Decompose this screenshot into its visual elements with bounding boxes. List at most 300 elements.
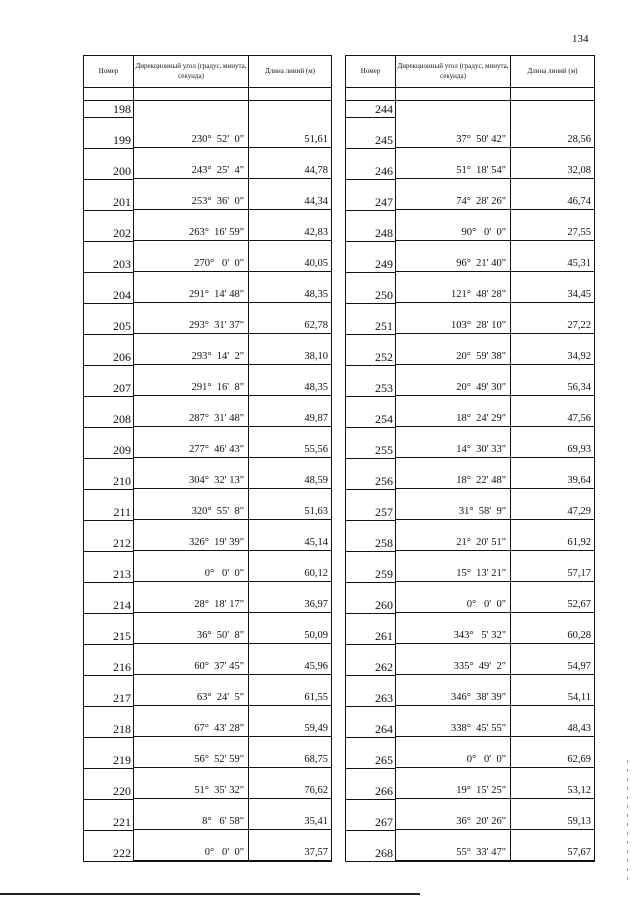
direction-angle: 230° 52' 0" bbox=[191, 134, 244, 145]
direction-angle: 0° 0' 0" bbox=[204, 847, 244, 858]
direction-angle: 51° 18' 54" bbox=[456, 165, 506, 176]
angle-cell bbox=[396, 395, 510, 427]
line-length: 44,78 bbox=[304, 165, 328, 176]
direction-angle: 67° 43' 28" bbox=[194, 723, 244, 734]
line-length: 47,29 bbox=[567, 506, 591, 517]
number-cell bbox=[84, 101, 133, 118]
length-cell bbox=[249, 457, 331, 489]
length-cell bbox=[249, 488, 331, 520]
line-length: 51,63 bbox=[304, 506, 328, 517]
length-cell bbox=[511, 178, 594, 210]
line-length: 45,14 bbox=[304, 537, 328, 548]
angle-cell bbox=[396, 674, 510, 706]
line-length: 61,55 bbox=[304, 692, 328, 703]
point-number: 218 bbox=[113, 722, 131, 736]
length-cell bbox=[249, 612, 331, 644]
length-cell bbox=[511, 271, 594, 303]
direction-angle: 20° 49' 30" bbox=[456, 382, 506, 393]
number-cell bbox=[84, 737, 133, 769]
angle-cell bbox=[134, 178, 248, 210]
length-cell bbox=[511, 550, 594, 582]
number-cell bbox=[346, 489, 395, 521]
point-number: 262 bbox=[375, 660, 393, 674]
line-length: 57,67 bbox=[567, 847, 591, 858]
line-length: 49,87 bbox=[304, 413, 328, 424]
number-cell bbox=[84, 644, 133, 676]
number-cell bbox=[346, 768, 395, 800]
number-cell bbox=[84, 427, 133, 459]
length-cell bbox=[249, 364, 331, 396]
angle-cell bbox=[396, 116, 510, 148]
number-cell bbox=[346, 551, 395, 583]
length-cell bbox=[511, 519, 594, 551]
point-number: 253 bbox=[375, 381, 393, 395]
direction-angle: 8° 6' 58" bbox=[202, 816, 244, 827]
direction-angle: 74° 28' 26" bbox=[456, 196, 506, 207]
point-number: 252 bbox=[375, 350, 393, 364]
point-number: 215 bbox=[113, 629, 131, 643]
direction-angle: 18° 22' 48" bbox=[456, 475, 506, 486]
direction-angle: 36° 50' 8" bbox=[196, 630, 244, 641]
angle-cell bbox=[134, 271, 248, 303]
length-cell bbox=[249, 581, 331, 613]
point-number: 220 bbox=[113, 784, 131, 798]
line-length: 36,97 bbox=[304, 599, 328, 610]
point-number: 251 bbox=[375, 319, 393, 333]
direction-angle: 21° 20' 51" bbox=[456, 537, 506, 548]
point-number: 261 bbox=[375, 629, 393, 643]
angle-cell bbox=[134, 240, 248, 272]
direction-angle: 55° 33' 47" bbox=[456, 847, 506, 858]
direction-angle: 338° 45' 55" bbox=[450, 723, 506, 734]
length-cell bbox=[511, 116, 594, 148]
angle-cell bbox=[134, 767, 248, 799]
number-cell bbox=[346, 427, 395, 459]
point-number: 268 bbox=[375, 846, 393, 860]
length-cell bbox=[511, 364, 594, 396]
angle-cell bbox=[396, 333, 510, 365]
number-cell bbox=[346, 334, 395, 366]
direction-angle: 243° 25' 4" bbox=[191, 165, 244, 176]
angle-cell bbox=[396, 488, 510, 520]
point-number: 265 bbox=[375, 753, 393, 767]
angle-column bbox=[396, 101, 511, 861]
direction-angle: 304° 32' 13" bbox=[188, 475, 244, 486]
direction-angle: 18° 24' 29" bbox=[456, 413, 506, 424]
angle-cell bbox=[396, 426, 510, 458]
number-cell bbox=[84, 179, 133, 211]
direction-angle: 90° 0' 0" bbox=[461, 227, 506, 238]
point-number: 214 bbox=[113, 598, 131, 612]
angle-cell bbox=[134, 550, 248, 582]
number-cell bbox=[346, 101, 395, 118]
scan-artifact bbox=[627, 760, 628, 880]
length-cell bbox=[249, 116, 331, 148]
length-cell bbox=[249, 302, 331, 334]
line-length: 62,78 bbox=[304, 320, 328, 331]
length-column bbox=[511, 101, 594, 861]
length-cell bbox=[511, 457, 594, 489]
line-length: 50,09 bbox=[304, 630, 328, 641]
number-cell bbox=[84, 799, 133, 831]
direction-angle: 51° 35' 32" bbox=[194, 785, 244, 796]
direction-angle: 37° 50' 42" bbox=[456, 134, 506, 145]
line-length: 45,31 bbox=[567, 258, 591, 269]
point-number: 260 bbox=[375, 598, 393, 612]
angle-cell bbox=[134, 674, 248, 706]
number-cell bbox=[346, 520, 395, 552]
point-number: 257 bbox=[375, 505, 393, 519]
angle-cell bbox=[396, 209, 510, 241]
table-header bbox=[346, 56, 594, 88]
direction-angle: 103° 28' 10" bbox=[450, 320, 506, 331]
angle-cell bbox=[134, 457, 248, 489]
angle-cell bbox=[396, 271, 510, 303]
direction-angle: 291° 14' 48" bbox=[188, 289, 244, 300]
point-number: 203 bbox=[113, 257, 131, 271]
line-length: 55,56 bbox=[304, 444, 328, 455]
point-number: 199 bbox=[113, 133, 131, 147]
number-cell bbox=[84, 148, 133, 180]
direction-angle: 335° 49' 2" bbox=[453, 661, 506, 672]
length-cell bbox=[249, 674, 331, 706]
point-number: 210 bbox=[113, 474, 131, 488]
length-cell bbox=[249, 767, 331, 799]
length-cell bbox=[511, 426, 594, 458]
line-length: 47,56 bbox=[567, 413, 591, 424]
point-number: 201 bbox=[113, 195, 131, 209]
point-number: 222 bbox=[113, 846, 131, 860]
length-column bbox=[249, 101, 331, 861]
number-cell bbox=[84, 551, 133, 583]
length-cell bbox=[511, 798, 594, 830]
direction-angle: 291° 16' 8" bbox=[191, 382, 244, 393]
length-cell bbox=[249, 271, 331, 303]
direction-angle: 96° 21' 40" bbox=[456, 258, 506, 269]
table-body bbox=[84, 101, 331, 861]
line-length: 44,34 bbox=[304, 196, 328, 207]
footer-rule bbox=[0, 893, 420, 895]
point-number: 216 bbox=[113, 660, 131, 674]
line-length: 40,05 bbox=[304, 258, 328, 269]
angle-cell bbox=[396, 829, 510, 861]
line-length: 62,69 bbox=[567, 754, 591, 765]
line-length: 45,96 bbox=[304, 661, 328, 672]
angle-cell bbox=[396, 550, 510, 582]
header-spacer-row bbox=[346, 88, 594, 101]
number-cell bbox=[346, 179, 395, 211]
angle-cell bbox=[396, 178, 510, 210]
number-cell bbox=[84, 613, 133, 645]
number-cell bbox=[346, 737, 395, 769]
header-length: Длина линий (м) bbox=[527, 66, 578, 75]
line-length: 34,45 bbox=[567, 289, 591, 300]
direction-angle: 0° 0' 0" bbox=[466, 599, 506, 610]
length-cell bbox=[511, 302, 594, 334]
length-cell bbox=[249, 395, 331, 427]
header-number: Номер bbox=[84, 56, 134, 87]
line-length: 48,43 bbox=[567, 723, 591, 734]
line-length: 46,74 bbox=[567, 196, 591, 207]
length-cell bbox=[511, 829, 594, 861]
length-cell bbox=[511, 395, 594, 427]
direction-angle: 28° 18' 17" bbox=[194, 599, 244, 610]
direction-angle: 287° 31' 48" bbox=[188, 413, 244, 424]
angle-cell bbox=[134, 364, 248, 396]
number-cell bbox=[346, 830, 395, 862]
number-cell bbox=[84, 706, 133, 738]
line-length: 59,49 bbox=[304, 723, 328, 734]
length-cell bbox=[249, 829, 331, 861]
number-cell bbox=[84, 303, 133, 335]
number-cell bbox=[346, 117, 395, 149]
line-length: 51,61 bbox=[304, 134, 328, 145]
number-cell bbox=[84, 272, 133, 304]
angle-cell bbox=[134, 798, 248, 830]
number-cell bbox=[346, 303, 395, 335]
point-number: 255 bbox=[375, 443, 393, 457]
line-length: 54,11 bbox=[567, 692, 591, 703]
angle-cell bbox=[396, 581, 510, 613]
number-cell bbox=[346, 148, 395, 180]
point-number: 198 bbox=[113, 102, 131, 116]
line-length: 59,13 bbox=[567, 816, 591, 827]
number-cell bbox=[84, 241, 133, 273]
point-number: 259 bbox=[375, 567, 393, 581]
angle-cell bbox=[134, 612, 248, 644]
direction-angle: 293° 31' 37" bbox=[188, 320, 244, 331]
line-length: 53,12 bbox=[567, 785, 591, 796]
direction-angle: 63° 24' 5" bbox=[196, 692, 244, 703]
table-header bbox=[84, 56, 331, 88]
angle-cell bbox=[396, 457, 510, 489]
length-cell bbox=[249, 209, 331, 241]
line-length: 27,55 bbox=[567, 227, 591, 238]
angle-column bbox=[134, 101, 249, 861]
page-number: 134 bbox=[572, 33, 589, 45]
point-number: 212 bbox=[113, 536, 131, 550]
length-cell bbox=[511, 705, 594, 737]
angle-cell bbox=[396, 612, 510, 644]
header-spacer-row bbox=[84, 88, 331, 101]
line-length: 48,35 bbox=[304, 382, 328, 393]
line-length: 39,64 bbox=[567, 475, 591, 486]
point-number: 211 bbox=[113, 505, 131, 519]
length-cell bbox=[511, 643, 594, 675]
coordinates-table-left bbox=[83, 55, 332, 862]
direction-angle: 20° 59' 38" bbox=[456, 351, 506, 362]
point-number: 244 bbox=[375, 102, 393, 116]
angle-cell bbox=[396, 705, 510, 737]
length-cell bbox=[249, 426, 331, 458]
angle-cell bbox=[134, 705, 248, 737]
length-cell bbox=[511, 612, 594, 644]
length-cell bbox=[511, 209, 594, 241]
angle-cell bbox=[134, 302, 248, 334]
angle-cell bbox=[134, 643, 248, 675]
length-cell bbox=[511, 581, 594, 613]
point-number: 202 bbox=[113, 226, 131, 240]
line-length: 35,41 bbox=[304, 816, 328, 827]
direction-angle: 253° 36' 0" bbox=[191, 196, 244, 207]
direction-angle: 270° 0' 0" bbox=[194, 258, 244, 269]
number-cell bbox=[84, 675, 133, 707]
angle-cell bbox=[396, 302, 510, 334]
number-cell bbox=[84, 830, 133, 862]
point-number: 204 bbox=[113, 288, 131, 302]
number-cell bbox=[84, 520, 133, 552]
number-column bbox=[346, 101, 396, 861]
length-cell bbox=[511, 736, 594, 768]
point-number: 264 bbox=[375, 722, 393, 736]
point-number: 263 bbox=[375, 691, 393, 705]
number-cell bbox=[84, 396, 133, 428]
line-length: 60,12 bbox=[304, 568, 328, 579]
number-cell bbox=[346, 458, 395, 490]
point-number: 245 bbox=[375, 133, 393, 147]
point-number: 247 bbox=[375, 195, 393, 209]
angle-cell bbox=[134, 209, 248, 241]
point-number: 217 bbox=[113, 691, 131, 705]
number-cell bbox=[346, 272, 395, 304]
number-cell bbox=[84, 458, 133, 490]
header-angle: Дирекционный угол (градус, минута, секунда) bbox=[396, 56, 511, 87]
point-number: 254 bbox=[375, 412, 393, 426]
direction-angle: 0° 0' 0" bbox=[466, 754, 506, 765]
point-number: 200 bbox=[113, 164, 131, 178]
point-number: 256 bbox=[375, 474, 393, 488]
angle-cell bbox=[396, 147, 510, 179]
length-cell bbox=[511, 767, 594, 799]
length-cell bbox=[511, 147, 594, 179]
line-length: 34,92 bbox=[567, 351, 591, 362]
line-length: 27,22 bbox=[567, 320, 591, 331]
header-angle: Дирекционный угол (градус, минута, секунда) bbox=[134, 56, 249, 87]
line-length: 48,59 bbox=[304, 475, 328, 486]
point-number: 249 bbox=[375, 257, 393, 271]
length-cell bbox=[249, 147, 331, 179]
number-cell bbox=[346, 706, 395, 738]
point-number: 207 bbox=[113, 381, 131, 395]
line-length: 60,28 bbox=[567, 630, 591, 641]
header-number: Номер bbox=[346, 56, 396, 87]
line-length: 76,62 bbox=[304, 785, 328, 796]
direction-angle: 346° 38' 39" bbox=[450, 692, 506, 703]
table-body bbox=[346, 101, 594, 861]
angle-cell bbox=[134, 829, 248, 861]
number-cell bbox=[346, 675, 395, 707]
point-number: 206 bbox=[113, 350, 131, 364]
point-number: 250 bbox=[375, 288, 393, 302]
number-cell bbox=[84, 334, 133, 366]
angle-cell bbox=[396, 767, 510, 799]
number-cell bbox=[346, 396, 395, 428]
number-cell bbox=[84, 489, 133, 521]
angle-cell bbox=[396, 643, 510, 675]
point-number: 221 bbox=[113, 815, 131, 829]
line-length: 54,97 bbox=[567, 661, 591, 672]
line-length: 68,75 bbox=[304, 754, 328, 765]
direction-angle: 293° 14' 2" bbox=[191, 351, 244, 362]
direction-angle: 36° 20' 26" bbox=[456, 816, 506, 827]
number-cell bbox=[346, 613, 395, 645]
direction-angle: 121° 48' 28" bbox=[450, 289, 506, 300]
number-cell bbox=[84, 117, 133, 149]
line-length: 42,83 bbox=[304, 227, 328, 238]
point-number: 205 bbox=[113, 319, 131, 333]
point-number: 219 bbox=[113, 753, 131, 767]
point-number: 246 bbox=[375, 164, 393, 178]
line-length: 52,67 bbox=[567, 599, 591, 610]
line-length: 28,56 bbox=[567, 134, 591, 145]
direction-angle: 19° 15' 25" bbox=[456, 785, 506, 796]
direction-angle: 14° 30' 33" bbox=[456, 444, 506, 455]
direction-angle: 277° 46' 43" bbox=[188, 444, 244, 455]
point-number: 213 bbox=[113, 567, 131, 581]
direction-angle: 60° 37' 45" bbox=[194, 661, 244, 672]
direction-angle: 326° 19' 39" bbox=[188, 537, 244, 548]
header-length: Длина линий (м) bbox=[265, 66, 315, 75]
point-number: 248 bbox=[375, 226, 393, 240]
number-cell bbox=[346, 365, 395, 397]
number-cell bbox=[346, 210, 395, 242]
point-number: 209 bbox=[113, 443, 131, 457]
number-cell bbox=[346, 241, 395, 273]
length-cell bbox=[249, 550, 331, 582]
direction-angle: 343° 5' 32" bbox=[453, 630, 506, 641]
number-cell bbox=[346, 644, 395, 676]
direction-angle: 56° 52' 59" bbox=[194, 754, 244, 765]
angle-cell bbox=[396, 736, 510, 768]
direction-angle: 263° 16' 59" bbox=[188, 227, 244, 238]
line-length: 32,08 bbox=[567, 165, 591, 176]
length-cell bbox=[249, 736, 331, 768]
coordinates-table-right bbox=[345, 55, 595, 862]
number-cell bbox=[346, 582, 395, 614]
point-number: 266 bbox=[375, 784, 393, 798]
angle-cell bbox=[134, 333, 248, 365]
angle-cell bbox=[134, 147, 248, 179]
angle-cell bbox=[396, 364, 510, 396]
angle-cell bbox=[134, 736, 248, 768]
number-cell bbox=[346, 799, 395, 831]
length-cell bbox=[511, 674, 594, 706]
line-length: 57,17 bbox=[567, 568, 591, 579]
length-cell bbox=[249, 519, 331, 551]
angle-cell bbox=[134, 426, 248, 458]
angle-cell bbox=[134, 488, 248, 520]
number-cell bbox=[84, 210, 133, 242]
number-cell bbox=[84, 582, 133, 614]
direction-angle: 0° 0' 0" bbox=[204, 568, 244, 579]
point-number: 267 bbox=[375, 815, 393, 829]
line-length: 38,10 bbox=[304, 351, 328, 362]
number-cell bbox=[84, 768, 133, 800]
number-column bbox=[84, 101, 134, 861]
angle-cell bbox=[396, 798, 510, 830]
length-cell bbox=[511, 333, 594, 365]
angle-cell bbox=[396, 519, 510, 551]
direction-angle: 31° 58' 9" bbox=[458, 506, 506, 517]
angle-cell bbox=[134, 395, 248, 427]
angle-cell bbox=[134, 116, 248, 148]
length-cell bbox=[511, 240, 594, 272]
line-length: 61,92 bbox=[567, 537, 591, 548]
length-cell bbox=[249, 705, 331, 737]
angle-cell bbox=[134, 581, 248, 613]
length-cell bbox=[249, 643, 331, 675]
length-cell bbox=[249, 178, 331, 210]
